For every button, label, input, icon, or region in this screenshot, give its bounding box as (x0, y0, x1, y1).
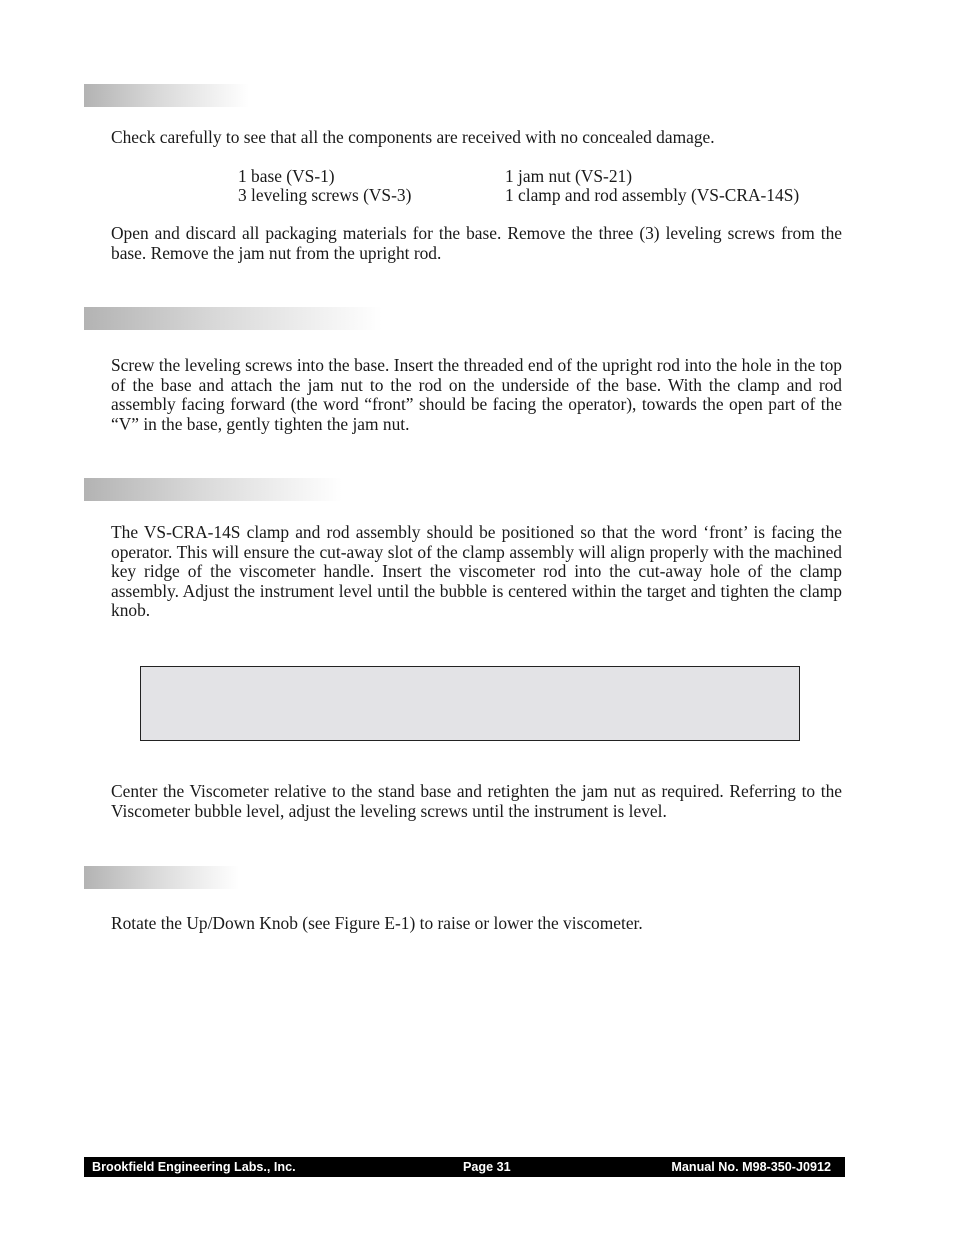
mounting-after-note: Center the Viscometer relative to the stand base and retighten the jam nut as required. Referring to the Viscometer bubble level, adjust the leveling screws until the instrument is level. (111, 781, 842, 821)
mounting-body: The VS-CRA-14S clamp and rod assembly should be positioned so that the word ‘front’ is facing the operator. This will ensure the cut-away slot of the clamp assembly will align properly with the machined key ridge of the viscometer handle. Insert the viscometer rod into the cut-away hole of the clamp assembly. Adjust the instrument level until the bubble is centered within the target and tighten the clamp knob. (111, 522, 842, 621)
component-item: 1 base (VS-1) (238, 166, 335, 186)
footer-manual-number: Manual No. M98-350-J0912 (671, 1160, 831, 1174)
section-header-bar-operation (84, 866, 239, 889)
section-header-bar-assembly (84, 307, 382, 330)
receiving-outro: Open and discard all packaging materials for the base. Remove the three (3) leveling screws from the base. Remove the jam nut from the upright rod. (111, 223, 842, 263)
footer-page-number: Page 31 (463, 1160, 511, 1174)
component-item: 3 leveling screws (VS-3) (238, 185, 412, 205)
section-header-bar-receiving (84, 84, 249, 107)
assembly-body: Screw the leveling screws into the base. Insert the threaded end of the upright rod into the hole in the top of the base and attach the jam nut to the rod on the underside of the base. With the clamp and rod assembly facing forward (the word “front” should be facing the operator), towards the open part of the “V” in the base, gently tighten the jam nut. (111, 355, 842, 434)
note-box (140, 666, 800, 741)
footer-company: Brookfield Engineering Labs., Inc. (92, 1160, 296, 1174)
section-header-bar-mounting (84, 478, 342, 501)
receiving-intro: Check carefully to see that all the components are received with no concealed damage. (111, 127, 715, 147)
operation-body: Rotate the Up/Down Knob (see Figure E-1) to raise or lower the viscometer. (111, 913, 643, 933)
component-item: 1 clamp and rod assembly (VS-CRA-14S) (505, 185, 800, 205)
page-footer (84, 1157, 845, 1177)
component-item: 1 jam nut (VS-21) (505, 166, 633, 186)
